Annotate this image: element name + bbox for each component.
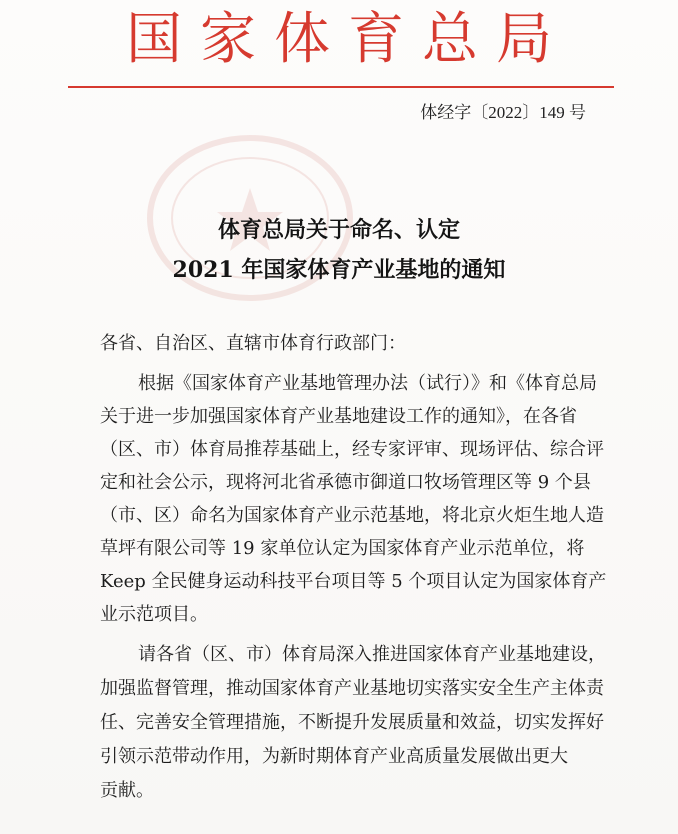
- paragraph1-line: （区、市）体育局推荐基础上，经专家评审、现场评估、综合评: [100, 439, 604, 460]
- paragraph1-line: 定和社会公示，现将河北省承德市御道口牧场管理区等 9 个县: [100, 472, 591, 493]
- paragraph2-line: 引领示范带动作用，为新时期体育产业高质量发展做出更大: [100, 746, 568, 767]
- paragraph2-line: 任、完善安全管理措施，不断提升发展质量和效益，切实发挥好: [100, 712, 604, 733]
- notice-title-line-1: 体育总局关于命名、认定: [217, 217, 460, 243]
- paragraph1-line: Keep 全民健身运动科技平台项目等 5 个项目认定为国家体育产: [100, 571, 607, 592]
- paragraph1-line: 草坪有限公司等 19 家单位认定为国家体育产业示范单位，将: [100, 538, 585, 559]
- document-number: 体经字〔2022〕149 号: [420, 103, 586, 122]
- paragraph2-line: 加强监督管理，推动国家体育产业基地切实落实安全生产主体责: [100, 678, 604, 699]
- agency-header: 国家体育总局: [126, 7, 570, 72]
- paragraph2-line: 贡献。: [100, 780, 154, 801]
- salutation: 各省、自治区、直辖市体育行政部门：: [100, 333, 406, 354]
- header-red-rule: [68, 86, 614, 88]
- paragraph1-line: 关于进一步加强国家体育产业基地建设工作的通知》，在各省: [100, 406, 577, 427]
- paragraph2-line: 请各省（区、市）体育局深入推进国家体育产业基地建设，: [138, 644, 606, 665]
- paragraph1-line: 业示范项目。: [100, 604, 208, 625]
- paragraph1-line: 根据《国家体育产业基地管理办法（试行）》和《体育总局: [138, 373, 597, 394]
- paragraph1-line: （市、区）命名为国家体育产业示范基地，将北京火炬生地人造: [100, 505, 604, 526]
- notice-title-line-2: 2021 年国家体育产业基地的通知: [172, 257, 506, 283]
